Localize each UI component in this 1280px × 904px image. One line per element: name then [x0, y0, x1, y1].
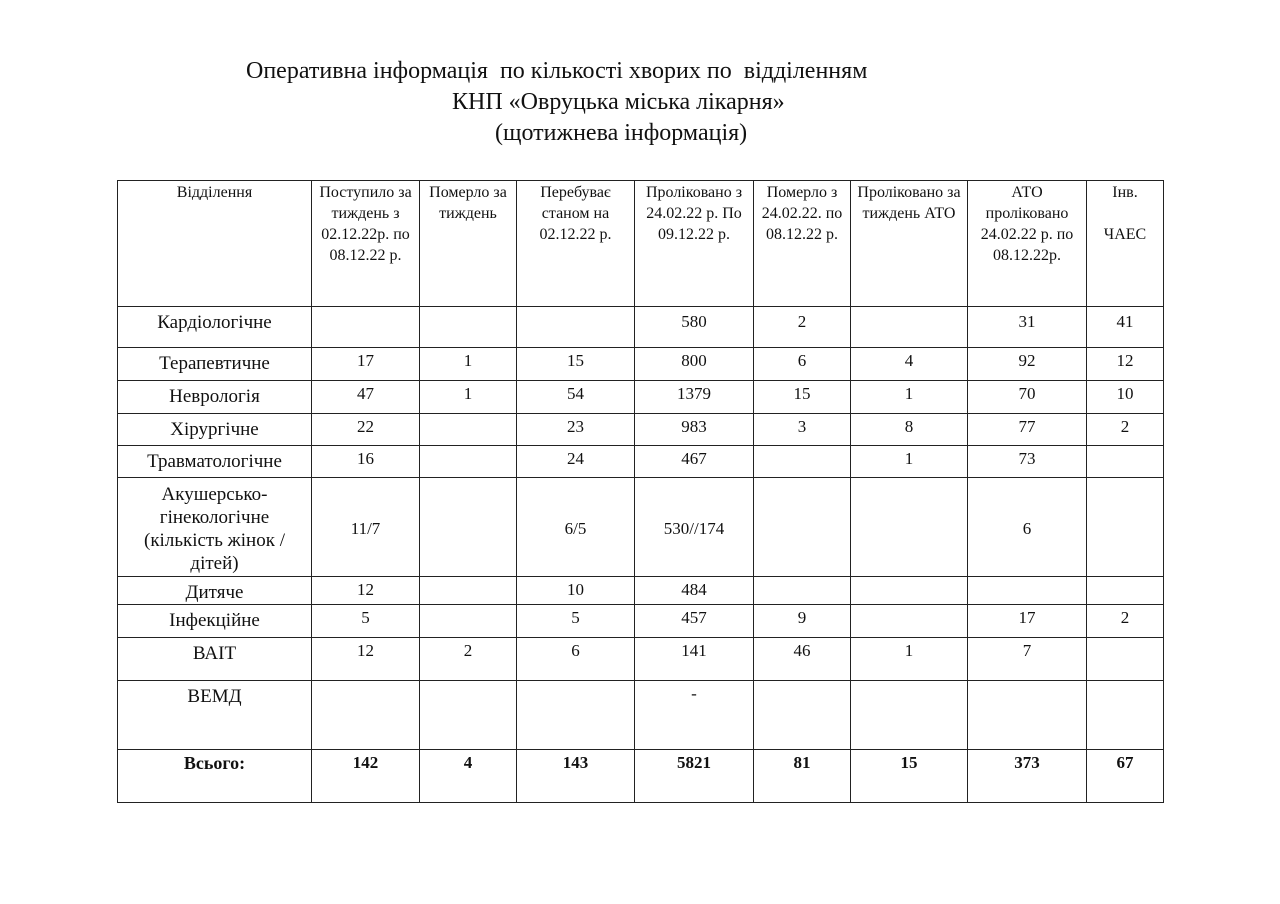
- total-row: [118, 750, 1164, 803]
- total-c2: 4: [420, 750, 517, 803]
- cell-c6: [851, 478, 968, 577]
- cell-c5: 46: [754, 638, 851, 681]
- cell-c6: 1: [851, 446, 968, 478]
- cell-c8: [1087, 577, 1164, 605]
- department-name: Терапевтичне: [118, 348, 312, 381]
- cell-c8: 2: [1087, 605, 1164, 638]
- department-name: Хірургічне: [118, 414, 312, 446]
- total-c5: 81: [754, 750, 851, 803]
- table-row: [118, 577, 1164, 605]
- cell-c5: 3: [754, 414, 851, 446]
- cell-c5: [754, 681, 851, 750]
- cell-c2: 1: [420, 348, 517, 381]
- table-row: [118, 446, 1164, 478]
- cell-c4: 457: [635, 605, 754, 638]
- total-c6: 15: [851, 750, 968, 803]
- header-chaes-label: ЧАЕС: [1103, 226, 1147, 243]
- cell-c3: 15: [517, 348, 635, 381]
- cell-c2: 1: [420, 381, 517, 414]
- cell-c4: 530//174: [635, 478, 754, 577]
- header-department: Відділення: [118, 181, 312, 307]
- cell-c1: [312, 307, 420, 348]
- cell-c8: [1087, 478, 1164, 577]
- cell-c2: [420, 307, 517, 348]
- header-died-since: Померло з 24.02.22. по 08.12.22 р.: [754, 181, 851, 307]
- table-row: [118, 638, 1164, 681]
- cell-c7: 7: [968, 638, 1087, 681]
- cell-c6: [851, 307, 968, 348]
- cell-c5: 2: [754, 307, 851, 348]
- cell-c5: [754, 577, 851, 605]
- cell-c2: [420, 605, 517, 638]
- header-disabled-label: Інв.: [1112, 184, 1138, 201]
- department-name: Дитяче: [118, 577, 312, 605]
- cell-c1: 5: [312, 605, 420, 638]
- cell-c2: [420, 577, 517, 605]
- cell-c8: 10: [1087, 381, 1164, 414]
- cell-c3: [517, 307, 635, 348]
- patients-table: [117, 180, 1164, 803]
- department-name: ВЕМД: [118, 681, 312, 750]
- cell-c7: 73: [968, 446, 1087, 478]
- cell-c1: 12: [312, 638, 420, 681]
- cell-c4: 1379: [635, 381, 754, 414]
- cell-c4: 141: [635, 638, 754, 681]
- cell-c1: 12: [312, 577, 420, 605]
- table-row: [118, 478, 1164, 577]
- department-name: Кардіологічне: [118, 307, 312, 348]
- cell-c6: 1: [851, 638, 968, 681]
- title-line-1: Оперативна інформація по кількості хворих по відділенням: [246, 58, 868, 84]
- header-ato-treated-week: Проліковано за тиждень АТО: [851, 181, 968, 307]
- cell-c8: 41: [1087, 307, 1164, 348]
- cell-c2: [420, 478, 517, 577]
- total-label: Всього:: [118, 750, 312, 803]
- cell-c5: 6: [754, 348, 851, 381]
- cell-c3: 24: [517, 446, 635, 478]
- cell-c4: 484: [635, 577, 754, 605]
- header-row: [118, 181, 1164, 307]
- cell-c7: 31: [968, 307, 1087, 348]
- department-name: Акушерсько-гінекологічне (кількість жінок / дітей): [118, 478, 312, 577]
- department-name: Неврологія: [118, 381, 312, 414]
- total-c4: 5821: [635, 750, 754, 803]
- total-c3: 143: [517, 750, 635, 803]
- header-died-week: Померло за тиждень: [420, 181, 517, 307]
- cell-c8: [1087, 681, 1164, 750]
- header-admitted-week: Поступило за тиждень з 02.12.22р. по 08.12.22 р.: [312, 181, 420, 307]
- table-row: [118, 414, 1164, 446]
- cell-c8: 12: [1087, 348, 1164, 381]
- header-ato-treated-since: АТО проліковано 24.02.22 р. по 08.12.22р.: [968, 181, 1087, 307]
- cell-c1: 22: [312, 414, 420, 446]
- cell-c1: 47: [312, 381, 420, 414]
- cell-c2: 2: [420, 638, 517, 681]
- cell-c5: [754, 446, 851, 478]
- cell-c4: 800: [635, 348, 754, 381]
- cell-c1: 16: [312, 446, 420, 478]
- header-currently-staying: Перебуває станом на 02.12.22 р.: [517, 181, 635, 307]
- cell-c6: 8: [851, 414, 968, 446]
- header-treated-since: Проліковано з 24.02.22 р. По 09.12.22 р.: [635, 181, 754, 307]
- cell-c3: 10: [517, 577, 635, 605]
- table-row: [118, 307, 1164, 348]
- table-row: [118, 381, 1164, 414]
- cell-c4: 467: [635, 446, 754, 478]
- cell-c5: 9: [754, 605, 851, 638]
- title-line-3: (щотижнева інформація): [495, 120, 748, 146]
- department-name: Травматологічне: [118, 446, 312, 478]
- cell-c4: -: [635, 681, 754, 750]
- cell-c1: 17: [312, 348, 420, 381]
- title-line-2: КНП «Овруцька міська лікарня»: [452, 89, 785, 115]
- department-name: Інфекційне: [118, 605, 312, 638]
- cell-c8: [1087, 446, 1164, 478]
- cell-c6: [851, 605, 968, 638]
- cell-c6: 1: [851, 381, 968, 414]
- cell-c3: 23: [517, 414, 635, 446]
- cell-c7: 6: [968, 478, 1087, 577]
- total-c7: 373: [968, 750, 1087, 803]
- header-disabled-chaes: [1087, 181, 1164, 307]
- table-row: [118, 605, 1164, 638]
- cell-c1: [312, 681, 420, 750]
- cell-c7: 17: [968, 605, 1087, 638]
- cell-c6: [851, 577, 968, 605]
- cell-c3: 6: [517, 638, 635, 681]
- table-row: [118, 681, 1164, 750]
- cell-c8: [1087, 638, 1164, 681]
- cell-c7: 77: [968, 414, 1087, 446]
- cell-c7: [968, 681, 1087, 750]
- cell-c2: [420, 681, 517, 750]
- cell-c4: 580: [635, 307, 754, 348]
- table-row: [118, 348, 1164, 381]
- cell-c5: 15: [754, 381, 851, 414]
- cell-c2: [420, 446, 517, 478]
- total-c8: 67: [1087, 750, 1164, 803]
- cell-c3: [517, 681, 635, 750]
- cell-c8: 2: [1087, 414, 1164, 446]
- cell-c2: [420, 414, 517, 446]
- cell-c3: 5: [517, 605, 635, 638]
- cell-c7: 70: [968, 381, 1087, 414]
- department-name: ВАІТ: [118, 638, 312, 681]
- cell-c6: [851, 681, 968, 750]
- cell-c7: 92: [968, 348, 1087, 381]
- cell-c6: 4: [851, 348, 968, 381]
- cell-c5: [754, 478, 851, 577]
- cell-c7: [968, 577, 1087, 605]
- cell-c3: 54: [517, 381, 635, 414]
- cell-c1: 11/7: [312, 478, 420, 577]
- cell-c4: 983: [635, 414, 754, 446]
- cell-c3: 6/5: [517, 478, 635, 577]
- total-c1: 142: [312, 750, 420, 803]
